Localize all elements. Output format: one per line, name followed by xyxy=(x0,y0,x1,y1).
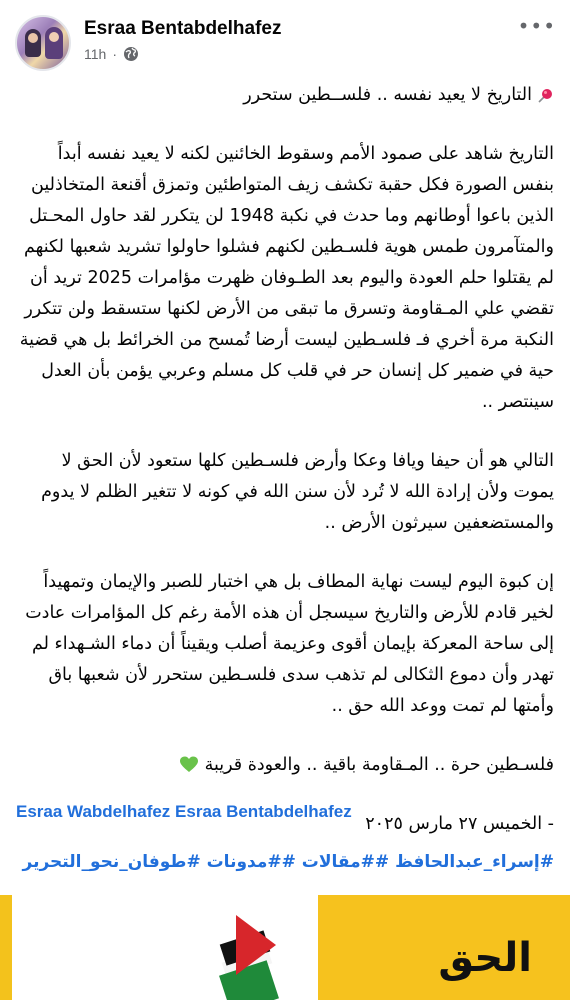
post-time[interactable]: 11h xyxy=(84,46,107,62)
image-caption-text: الحق xyxy=(438,935,532,981)
post-closing-line xyxy=(16,750,554,781)
hashtags[interactable]: #إسراء_عبدالحافظ ##مقالات ##مدونات #طوفان_نحو_التحرير xyxy=(22,852,554,872)
more-options-button[interactable]: ••• xyxy=(517,14,556,38)
post-paragraph-2: التالي هو أن حيفا ويافا وعكا وأرض فلسـطين كلها ستعود لأن الحق لا يموت ولأن إرادة الله لا تُرد لأن سنن الله في كونه لا تتغير الظلم لا يدوم والمستضعفين سيرثون الأرض .. xyxy=(41,451,554,533)
green-heart-icon xyxy=(179,755,199,775)
post-header xyxy=(0,0,570,80)
pushpin-icon xyxy=(536,87,554,105)
flag-red-triangle xyxy=(236,915,276,975)
post-body xyxy=(16,80,554,840)
author-mention-link[interactable]: Esraa Wabdelhafez Esraa Bentabdelhafez xyxy=(16,802,352,821)
globe-icon[interactable] xyxy=(123,46,139,62)
post-paragraph-1: التاريخ شاهد على صمود الأمم وسقوط الخائنين لكنه لا يعيد نفسه أبداً بنفس الصورة فكل حقبة تكشف زيف المتواطئين وتمزق أقنعة المتخاذلين الذين باعوا أوطانهم وما حدث في نكبة 1948 لن يتكرر لقد حاول المحـتل والمتآمرون طمس هوية فلسـطين لكنهم فشلوا حاولوا تشريد شعبها لكنهم لم يقتلوا حلم العودة واليوم بعد الطـوفان ظهرت مؤامرات 2025 تريد أن تقضي علي المـقاومة وتسرق ما تبقى من الأرض لكنها ستسقط ولن تتكرر النكبة مرة أخري فـ فلسـطين ليست أرضا تُمسح من الخرائط بل هي قضية حية في ضمير كل إنسان حر في قلب كل مسلم وعربي يؤمن بأن العدل سينتصر .. xyxy=(19,144,554,412)
post-closing: فلسـطين حرة .. المـقاومة باقية .. والعودة قريبة xyxy=(204,755,554,775)
post-date: - الخميس ٢٧ مارس ٢٠٢٥ xyxy=(365,814,554,834)
post-paragraph-3: إن كبوة اليوم ليست نهاية المطاف بل هي اختبار للصبر والإيمان وتمهيداً لخير قادم للأرض والتاريخ سيسجل أن هذه الأمة رغم كل المؤامرات عادت إلى ساحة المعركة بإيمان أقوى وعزيمة أصلب ويقيناً أن دماء الشـهداء لم تهدر وأن دموع الثكالى لم تذهب سدى فلسـطين ستحرر لأن شعبها باق وأمتها لم تمت ووعد الله حق .. xyxy=(25,572,554,716)
post-image[interactable] xyxy=(0,895,570,1000)
image-yellow-edge xyxy=(0,895,12,1000)
meta-separator: · xyxy=(112,46,117,62)
post-title: التاريخ لا يعيد نفسه .. فلســطين ستحرر xyxy=(243,85,532,105)
author-avatar[interactable] xyxy=(15,15,71,71)
author-name[interactable]: Esraa Bentabdelhafez xyxy=(84,18,282,39)
post-meta xyxy=(84,46,139,62)
post-title-line xyxy=(16,80,554,111)
